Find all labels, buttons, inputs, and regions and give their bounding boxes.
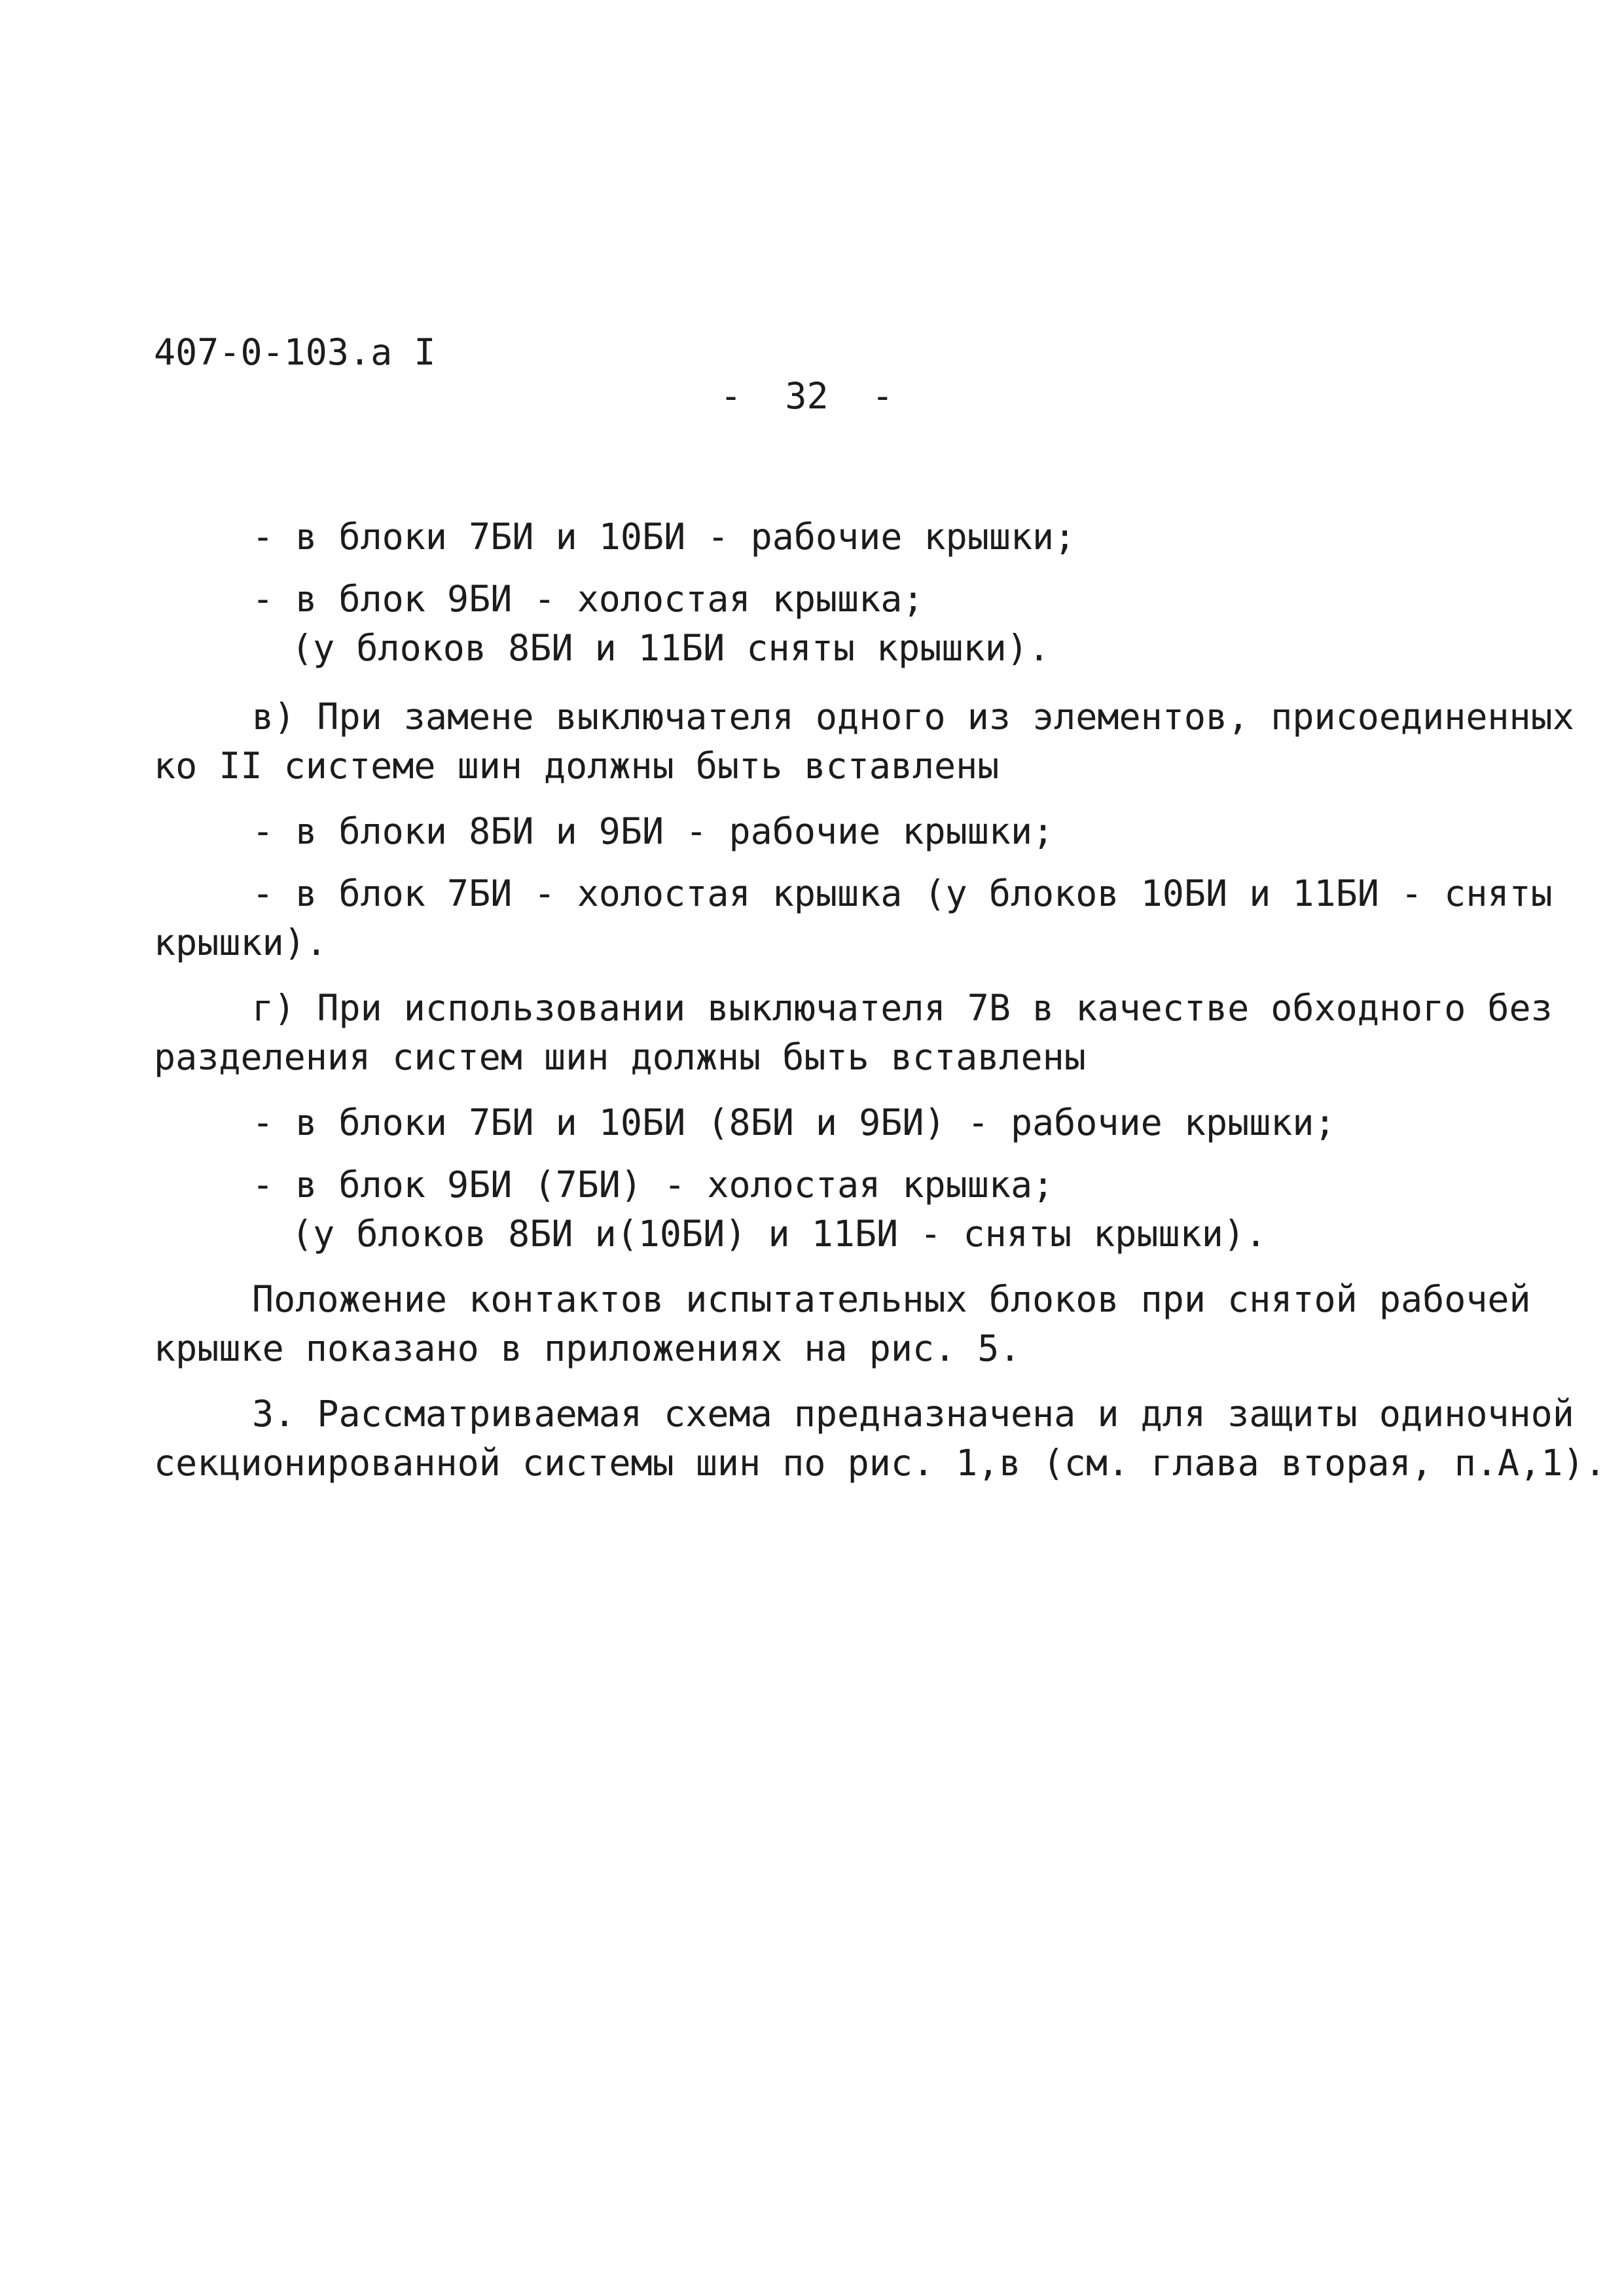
text-line: - в блоки 8БИ и 9БИ - рабочие крышки; (252, 810, 1055, 852)
text-line: Положение контактов испытательных блоков при снятой рабочей (252, 1278, 1531, 1320)
text-line: разделения систем шин должны быть вставлены (154, 1036, 1086, 1078)
text-line: - в блоки 7БИ и 10БИ (8БИ и 9БИ) - рабочие крышки; (252, 1102, 1336, 1143)
text-line: секционированной системы шин по рис. 1,в (см. глава вторая, п.А,1). (154, 1442, 1606, 1484)
text-line: 3. Рассматриваемая схема предназначена и для защиты одиночной (252, 1393, 1574, 1435)
text-line: г) При использовании выключателя 7В в качестве обходного без (252, 987, 1553, 1029)
text-line: (у блоков 8БИ и 11БИ сняты крышки). (291, 627, 1050, 669)
page-number: - 32 - (720, 375, 893, 417)
text-line: - в блоки 7БИ и 10БИ - рабочие крышки; (252, 516, 1076, 558)
text-line: ко II системе шин должны быть вставлены (154, 745, 1000, 787)
text-line: крышке показано в приложениях на рис. 5. (154, 1327, 1021, 1369)
text-line: (у блоков 8БИ и(10БИ) и 11БИ - сняты крышки). (291, 1213, 1267, 1255)
text-line: крышки). (154, 922, 327, 963)
text-line: - в блок 9БИ (7БИ) - холостая крышка; (252, 1164, 1055, 1206)
text-line: - в блок 7БИ - холостая крышка (у блоков 10БИ и 11БИ - сняты (252, 872, 1553, 914)
text-line: в) При замене выключателя одного из элементов, присоединенных (252, 696, 1574, 738)
document-code: 407-0-103.а I (154, 331, 436, 373)
text-line: - в блок 9БИ - холостая крышка; (252, 578, 924, 620)
